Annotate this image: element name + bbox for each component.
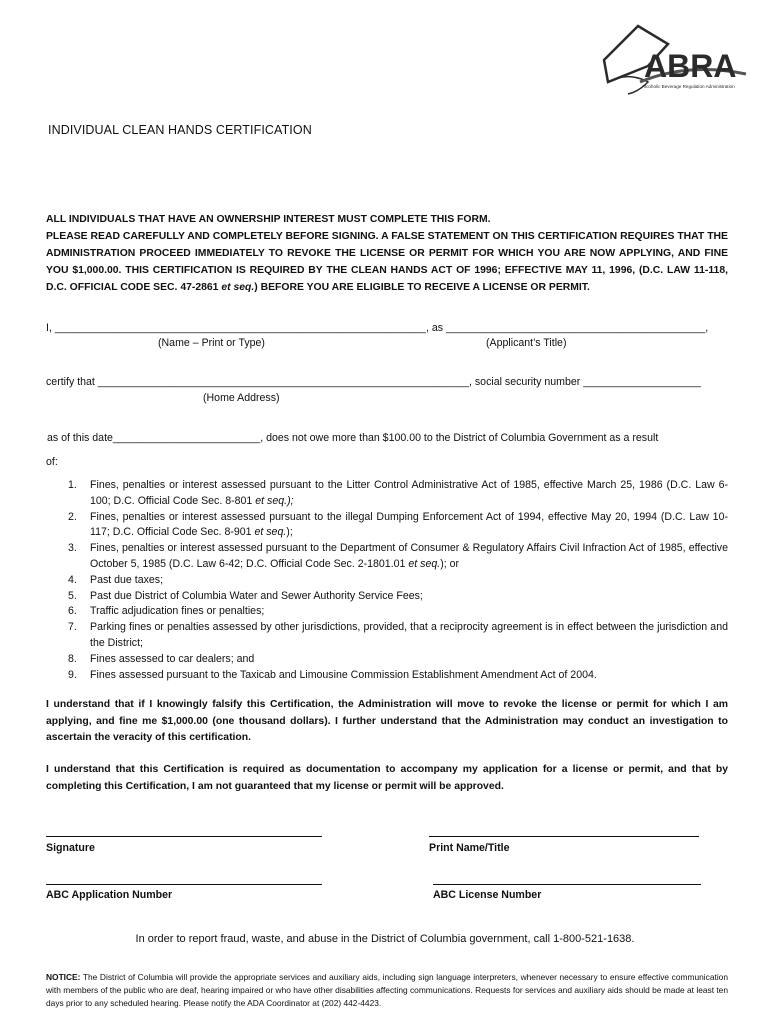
list-item-tail: ); [286,526,293,539]
list-item-text: Past due taxes; [90,573,164,586]
fraud-report-line: In order to report fraud, waste, and abuse in the District of Columbia government, call 1-800-521-1638. [135,933,635,945]
list-item-text: Fines, penalties or interest assessed pursuant to the Litter Control Administrative Act of 1985, effective March 25, 1986 (D.C. Law 6-100; D.C. Official Code Sec. 8-801 [90,479,728,507]
print-name-title-line[interactable] [429,836,699,837]
logo-acronym: ABRA [644,48,737,84]
list-item-text: Fines, penalties or interest assessed pursuant to the Department of Consumer & Regulatory Affairs Civil Infraction Act of 1985, effective October 5, 1985 (D.C. Law 6-42; D.C. Official Code Sec. 2-1801.01 [90,542,728,570]
address-ssn-line[interactable]: certify that _______________________________________________________________, social security number ____________________ [46,376,702,388]
violations-list [46,478,728,683]
list-item [46,573,728,589]
name-title-line[interactable]: I, _______________________________________________________________, as ____________________________________________, [46,322,709,334]
signature-line[interactable] [46,836,322,837]
print-name-title-label: Print Name/Title [429,842,510,854]
list-item-emphasis: et seq. [408,557,441,570]
abc-application-number-label: ABC Application Number [46,889,173,901]
name-caption: (Name – Print or Type) [158,337,265,349]
abc-application-number-line[interactable] [46,884,322,885]
warning-emphasis: et seq. [221,282,255,293]
date-line[interactable]: as of this date_________________________, does not owe more than $100.00 to the District of Columbia Government as a result [44,432,659,444]
address-caption: (Home Address) [203,392,280,404]
falsify-acknowledgment: I understand that if I knowingly falsify this Certification, the Administration will move to revoke the license or permit for which I am applying, and fine me $1,000.00 (one thousand dollars). I further understand that the Administration may conduct an investigation to ascertain the veracity of this certification. [46,699,728,743]
list-item-text: Traffic adjudication fines or penalties; [90,605,265,618]
warning-line-2 [46,228,728,296]
approval-acknowledgment: I understand that this Certification is required as documentation to accompany my application for a license or permit, and that by completing this Certification, I am not guaranteed that my license or permit will be approved. [46,764,728,792]
abra-logo [598,22,748,102]
warning-text: PLEASE READ CAREFULLY AND COMPLETELY BEFORE SIGNING. A FALSE STATEMENT ON THIS CERTIFICATION REQUIRES THAT THE ADMINISTRATION PROCEED IMMEDIATELY TO REVOKE THE LICENSE OR PERMIT FOR WHICH YOU ARE NOW APPLYING, AND FINE YOU $1,000.00. THIS CERTIFICATION IS REQUIRED BY THE CLEAN HANDS ACT OF 1996; EFFECTIVE MAY 11, 1996, (D.C. LAW 11-118, D.C. OFFICIAL CODE SEC. 47-2861 [46,231,728,293]
list-item-number: 6. [68,605,77,618]
dc-map-icon [598,22,748,102]
list-item-tail: ); or [440,557,460,570]
list-item-number: 8. [68,652,77,665]
warning-tail: ) BEFORE YOU ARE ELIGIBLE TO RECEIVE A LICENSE OR PERMIT. [254,282,590,293]
title-caption: (Applicant’s Title) [486,337,567,349]
list-item-emphasis: et seq.); [255,494,294,507]
list-item-number: 7. [68,621,77,634]
list-item-emphasis: et seq. [254,526,287,539]
notice-text: The District of Columbia will provide the appropriate services and auxiliary aids, including sign language interpreters, whenever necessary to ensure effective communication with members of the public who are deaf, hearing impaired or who have other disabilities affecting communications. Requests for services and auxiliary aids should be made at least ten days prior to any scheduled hearing. Please notify the ADA Coordinator at (202) 442-4423. [46,972,728,1008]
date-line-continuation: of: [46,456,58,468]
ada-notice [46,971,728,1010]
warning-line-1: ALL INDIVIDUALS THAT HAVE AN OWNERSHIP INTEREST MUST COMPLETE THIS FORM. [46,214,491,225]
list-item-number: 4. [68,573,77,586]
list-item-text: Fines assessed pursuant to the Taxicab and Limousine Commission Establishment Amendment Act of 2004. [90,668,597,681]
list-item [46,478,728,510]
abc-license-number-line[interactable] [433,884,701,885]
list-item [46,668,728,684]
list-item-text: Past due District of Columbia Water and Sewer Authority Service Fees; [90,589,423,602]
logo-tagline: Alcoholic Beverage Regulation Administration [642,84,735,89]
list-item [46,620,728,652]
list-item-text: Fines assessed to car dealers; and [90,652,255,665]
list-item-number: 5. [68,589,77,602]
list-item [46,604,728,620]
list-item-number: 1. [68,479,77,491]
signature-label: Signature [46,842,95,854]
list-item-number: 3. [68,542,77,555]
list-item [46,510,728,542]
form-title: INDIVIDUAL CLEAN HANDS CERTIFICATION [48,123,312,137]
notice-label: NOTICE: [46,972,81,982]
list-item-number: 2. [68,510,77,523]
list-item-number: 9. [68,668,77,681]
abc-license-number-label: ABC License Number [433,889,542,901]
warning-block [46,211,728,296]
list-item [46,589,728,605]
list-item-text: Fines, penalties or interest assessed pursuant to the illegal Dumping Enforcement Act of 1994, effective May 20, 1994 (D.C. Law 10-117; D.C. Official Code Sec. 8-901 [90,510,728,539]
list-item-text: Parking fines or penalties assessed by other jurisdictions, provided, that a reciprocity agreement is in effect between the jurisdiction and the District; [90,621,728,649]
list-item [46,652,728,668]
list-item [46,541,728,573]
